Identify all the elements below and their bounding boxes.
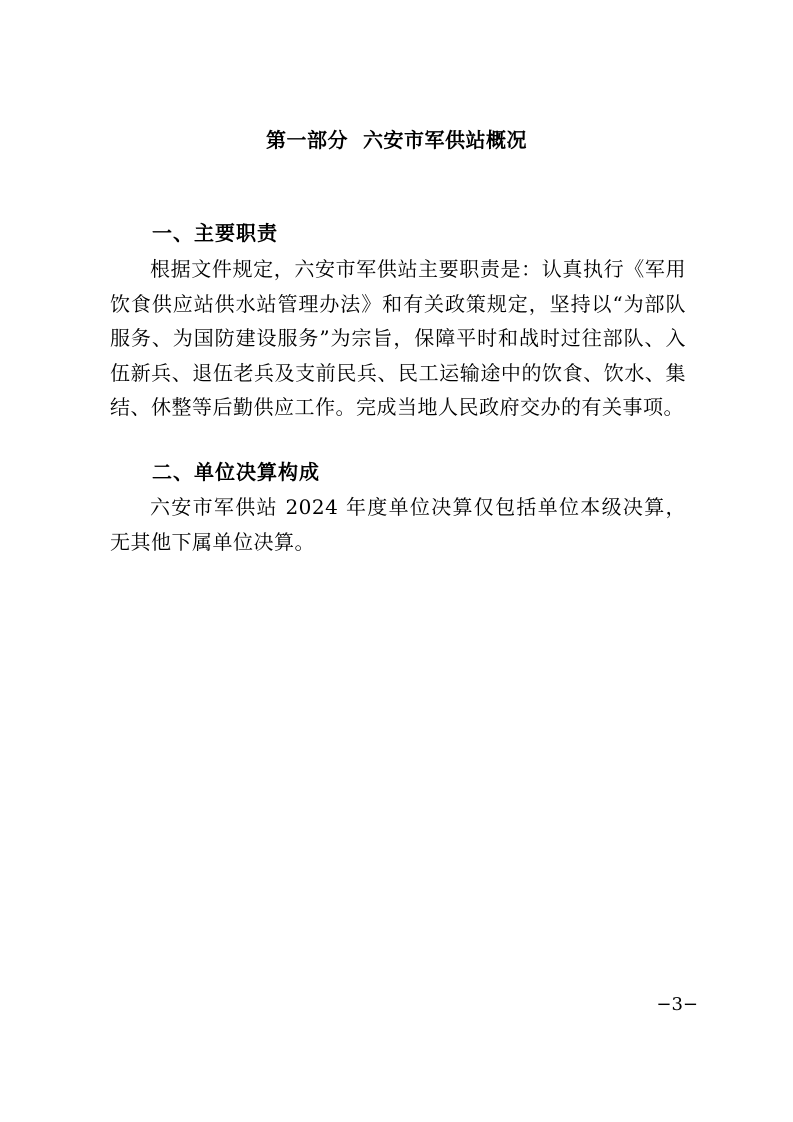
page-number: −3− — [656, 994, 698, 1015]
section-paragraph-duties: 根据文件规定，六安市军供站主要职责是：认真执行《军用饮食供应站供水站管理办法》和有关政策规定，坚持以“为部队服务、为国防建设服务”为宗旨，保障平时和战时过往部队、入伍新兵、退伍老兵及支前民兵、民工运输途中的饮食、饮水、集结、休整等后勤供应工作。完成当地人民政府交办的有关事项。 — [110, 257, 686, 419]
section-heading-budget-composition: 二、单位决算构成 — [152, 460, 320, 484]
section-paragraph-budget-composition: 六安市军供站 2024 年度单位决算仅包括单位本级决算，无其他下属单位决算。 — [110, 495, 686, 554]
page-title: 第一部分 六安市军供站概况 — [266, 128, 527, 152]
section-heading-duties: 一、主要职责 — [152, 221, 278, 245]
